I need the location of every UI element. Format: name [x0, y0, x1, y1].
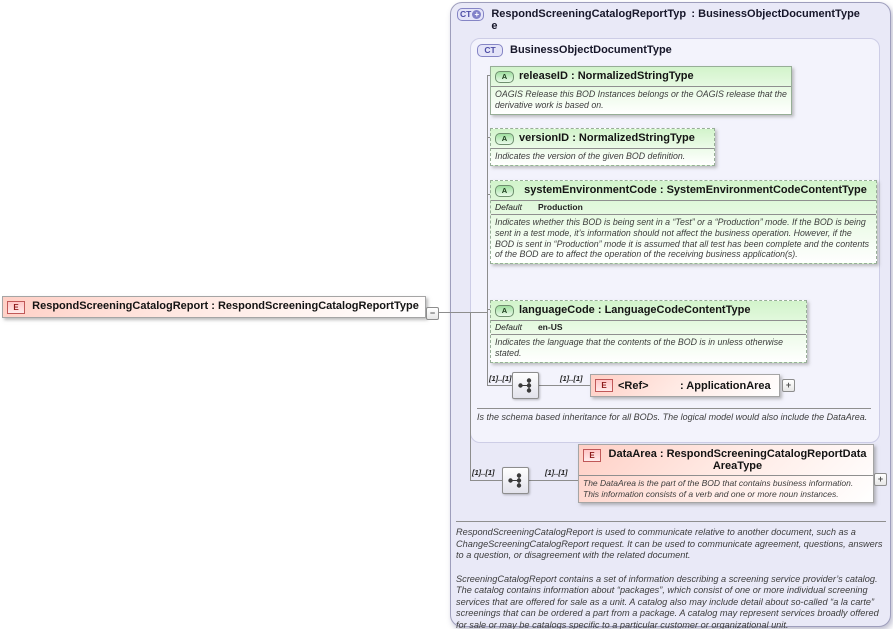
connector-line [470, 312, 471, 480]
attribute-header [491, 129, 714, 148]
sequence-icon [507, 472, 524, 489]
element-header [591, 375, 779, 396]
element-respondscreeningcatalogreport[interactable] [2, 296, 426, 318]
connector-line [487, 385, 512, 386]
default-value-row [491, 320, 806, 334]
complex-type-extension-icon [457, 8, 484, 21]
sequence-compositor[interactable] [502, 467, 529, 494]
complex-type-icon-label: CT [460, 9, 472, 19]
panel-title-name: RespondScreeningCatalogReportType [491, 8, 687, 32]
attribute-doc: Indicates the version of the given BOD definition. [491, 148, 714, 165]
element-type: RespondScreeningCatalogReportDataAreaType [666, 448, 867, 472]
element-name: RespondScreeningCatalogReport [32, 300, 209, 312]
default-value: en-US [537, 322, 563, 332]
attribute-versionid[interactable] [490, 128, 715, 166]
panel-documentation [456, 521, 886, 629]
attribute-icon: A [495, 185, 514, 197]
attribute-header [491, 67, 791, 86]
cardinality-label: [1]..[1] [545, 468, 568, 477]
element-doc: The DataArea is the part of the BOD that contains business information. This information consists of a verb and one or more noun instances. [579, 475, 873, 502]
base-type-title: BusinessObjectDocumentType [510, 44, 672, 56]
attribute-doc: OAGIS Release this BOD Instances belongs or the OAGIS release that the derivative work is based on. [491, 86, 791, 114]
element-name: DataArea [608, 448, 657, 460]
element-type: : ApplicationArea [680, 379, 771, 392]
collapse-toggle[interactable]: − [426, 307, 439, 320]
attribute-releaseid[interactable] [490, 66, 792, 115]
title-separator: : [567, 70, 578, 82]
attribute-type: LanguageCodeContentType [604, 304, 751, 316]
extension-plus-badge: + [472, 10, 481, 19]
element-title [606, 448, 869, 472]
element-header [579, 445, 873, 475]
attribute-title [519, 184, 872, 196]
title-separator: : [656, 184, 667, 196]
attribute-languagecode[interactable] [490, 300, 807, 363]
connector-line [470, 480, 502, 481]
default-label: Default [495, 202, 522, 212]
panel-title-type [688, 8, 860, 20]
default-label: Default [495, 322, 522, 332]
element-icon: E [595, 379, 613, 392]
panel-title-type-text: BusinessObjectDocumentType [698, 8, 860, 20]
attribute-name: systemEnvironmentCode [524, 184, 657, 196]
attribute-name: languageCode [519, 304, 595, 316]
connector-line [527, 480, 578, 481]
title-separator: : [688, 8, 699, 20]
attribute-name: releaseID [519, 70, 568, 82]
attribute-name: versionID [519, 132, 570, 144]
default-value-row [491, 200, 876, 214]
attribute-type: NormalizedStringType [578, 132, 695, 144]
expand-toggle[interactable]: + [782, 379, 795, 392]
documentation-paragraph: RespondScreeningCatalogReport is used to communicate relative to another document, such as a ChangeScreeningCatalogReport request. It can be used to communicate agreement, questions, answers to a question, or disagreement with the related document. [456, 527, 883, 560]
attribute-type: SystemEnvironmentCodeContentType [666, 184, 867, 196]
attribute-type: NormalizedStringType [577, 70, 694, 82]
cardinality-label: [1]..[1] [472, 468, 495, 477]
element-dataarea[interactable] [578, 444, 874, 503]
attribute-doc: Indicates whether this BOD is being sent in a “Test” or a “Production” mode. If the BOD is being sent in a test mode, it’s information should not affect the business operation. However, if the BOD is sent in “Production” mode it is assumed that all test has been complete and the contents of the BOD are to affect the operation of the receiving business application(s). [491, 214, 876, 263]
attribute-icon: A [495, 305, 514, 317]
expand-toggle[interactable]: + [874, 473, 887, 486]
connector-line [537, 385, 590, 386]
attribute-title [519, 304, 802, 316]
attribute-icon: A [495, 133, 514, 145]
element-title [30, 300, 421, 312]
element-icon: E [583, 449, 601, 462]
attribute-doc: Indicates the language that the contents of the BOD is in unless otherwise stated. [491, 334, 806, 362]
cardinality-label: [1]..[1] [560, 374, 583, 383]
sequence-compositor[interactable] [512, 372, 539, 399]
element-ref[interactable] [590, 374, 780, 397]
connector-line [437, 312, 487, 313]
title-separator: : [594, 304, 605, 316]
attribute-icon: A [495, 71, 514, 83]
sequence-icon [517, 377, 534, 394]
connector-line [487, 75, 488, 386]
documentation-paragraph: ScreeningCatalogReport contains a set of information describing a screening service provider’s catalog. The catalog contains information about “packages”, which consist of one or more individual screening services that are offered for sale as a unit. A catalog also may include detail about so-called “a la carte” screenings that can be ordered a part from a package. A catalog may represent services broadly offered for sale or may be catalogs specific to a particular customer or organizational unit. [456, 573, 879, 629]
cardinality-label: [1]..[1] [489, 374, 512, 383]
title-separator: : [208, 300, 218, 312]
panel-header [457, 8, 885, 32]
attribute-title [519, 70, 787, 82]
attribute-header [491, 181, 876, 200]
element-type: RespondScreeningCatalogReportType [217, 300, 419, 312]
attribute-header [491, 301, 806, 320]
attribute-systemenvironmentcode[interactable] [490, 180, 877, 264]
title-separator: : [656, 448, 667, 460]
base-type-header [477, 44, 867, 57]
title-separator: : [569, 132, 579, 144]
default-value: Production [537, 202, 583, 212]
element-name: <Ref> [618, 379, 649, 392]
element-icon: E [7, 301, 25, 314]
element-header [3, 297, 425, 317]
attribute-title [519, 132, 710, 144]
complex-type-icon: CT [477, 44, 503, 57]
inheritance-note: Is the schema based inheritance for all BODs. The logical model would also include the DataArea. [477, 408, 871, 423]
